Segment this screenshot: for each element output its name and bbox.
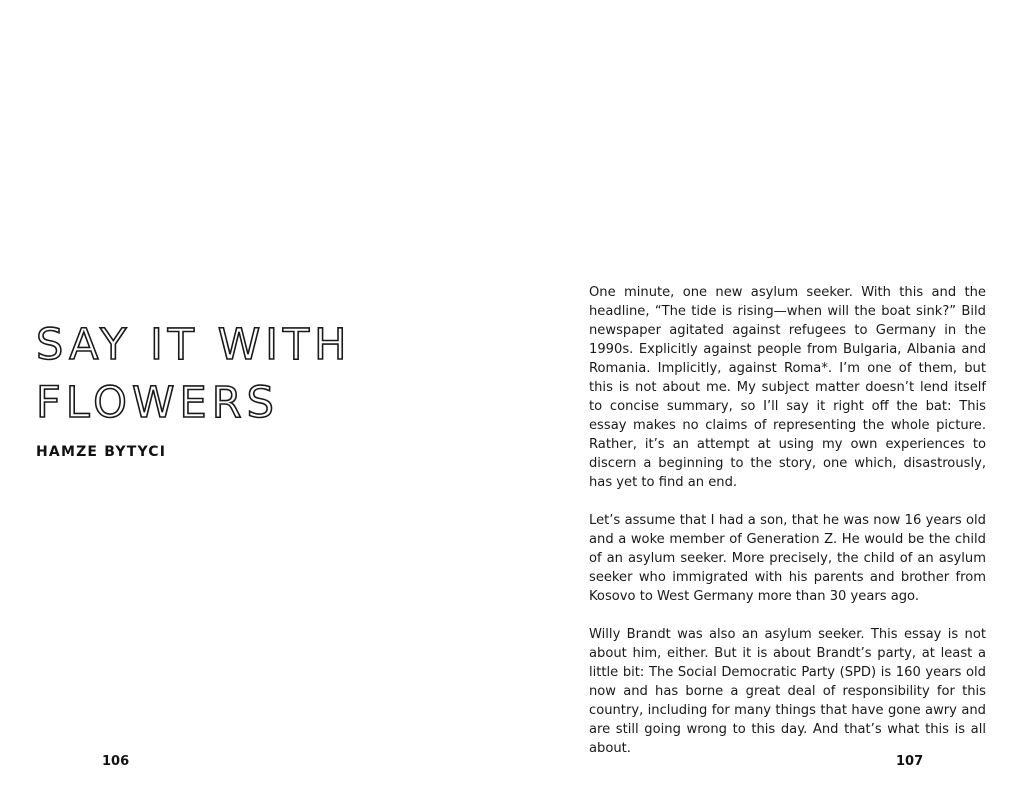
essay-title-line-2: FLOWERS	[36, 378, 279, 428]
essay-title	[36, 316, 352, 432]
paragraph-2: Let’s assume that I had a son, that he was now 16 years old and a woke member of Generation Z. He would be the child of an asylum seeker. More precisely, the child of an asylum seeker who immigrated with his parents and brother from Kosovo to West Germany more than 30 years ago.	[589, 513, 986, 604]
essay-body	[589, 283, 986, 777]
essay-title-line-1: SAY IT WITH	[36, 320, 352, 370]
right-page	[510, 0, 1020, 786]
page-number-right: 107	[896, 754, 924, 769]
paragraph-1: One minute, one new asylum seeker. With this and the headline, “The tide is rising—when will the boat sink?” Bild newspaper agitated against refugees to Germany in the 1990s. Explicitly against people from Bulgaria, Albania and Romania. Implicitly, against Roma*. I’m one of them, but this is not about me. My subject matter doesn’t lend itself to concise summary, so I’ll say it right off the bat: This essay makes no claims of representing the whole picture. Rather, it’s an attempt at using my own experiences to discern a beginning to the story, one which, disastrously, has yet to find an end.	[589, 285, 986, 490]
paragraph-3: Willy Brandt was also an asylum seeker. This essay is not about him, either. But it is about Brandt’s party, at least a little bit: The Social Democratic Party (SPD) is 160 years old now and has borne a great deal of responsibility for this country, including for many things that have gone awry and are still going wrong to this day. And that’s what this is all about.	[589, 627, 986, 756]
author-name: HAMZE BYTYCI	[36, 444, 167, 460]
page-number-left: 106	[102, 754, 130, 769]
